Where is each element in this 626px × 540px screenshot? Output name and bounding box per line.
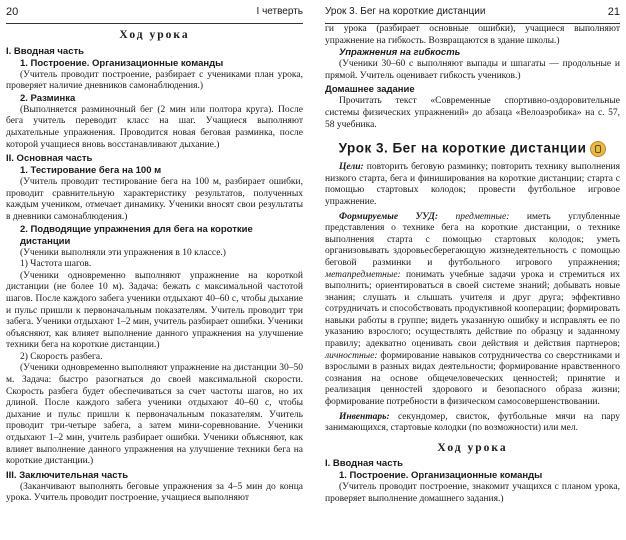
step-heading: 2. Разминка (20, 92, 76, 104)
lesson-title-text: Урок 3. Бег на короткие дистанции (338, 140, 587, 156)
paragraph: (Ученики 30–60 с выполняют выпады и шпагаты — продольные и прямой. Учитель оценивает гибкость учеников.) (325, 59, 620, 81)
part-heading: II. Основная часть (6, 153, 93, 165)
paragraph: (Ученики одновременно выполняют упражнение на дистанции 30–50 м. Задача: быстро разогнаться до своей максимальной скорости. Скорость разбега будет обеспечиваться за счет частоты шагов, но их длиной. После каждого забега ученики отдыхают 40–60 с, чтобы дыхание и пульс пришли к первоначальным показателям. Учитель проводит три-четыре забега, а затем мини-соревнование. Ученики отдыхают 1–2 мин, учитель разбирает ошибки. Ученики объясняют, как влияет выполнение данного упражнения на улучшение техники бега на короткие дистанции.) (6, 363, 303, 467)
inventory-paragraph (325, 412, 620, 435)
goals-label: Цели: (339, 162, 364, 173)
uud-personal-text: формирование навыков сотрудничества со сверстниками и взрослыми в разных видах деятельности; формирование нравственного сознания на основе общечеловеческих ценностей; принятие и реализация ценностей здорового и безопасного образа жизни; формирование потребности в физическом самосовершенствовании. (325, 350, 621, 408)
part-heading: III. Заключительная часть (6, 469, 129, 481)
lesson-body (325, 458, 620, 505)
page-number: 21 (607, 5, 620, 18)
step-heading: 2. Подводящие упражнения для бега на короткие дистанции (20, 223, 253, 247)
uud-subject-text: иметь углубленные представления о технике бега на короткие дистанции, о технике выполнения старта с помощью стартовых колодок; уметь организовывать здоровьесберегающую жизнедеятельность с помощью беговой разминки и футбольного игрового упражнения; (325, 211, 621, 268)
paragraph: (Выполняется разминочный бег (2 мин или полтора круга). После бега учитель переводит класс на шаг. Учащиеся выполняют дыхательные упражнения. Проводится новая беговая разминка, после которой учащиеся вновь восстанавливают дыхание.) (6, 104, 303, 150)
right-page (313, 0, 626, 540)
paragraph: Прочитать текст «Современные спортивно-оздоровительные системы физических упражнений» до абзаца «Велоаэробика» на с. 57, 58 учебника. (325, 96, 620, 130)
lesson-ending (325, 24, 620, 131)
uud-personal-label: личностные: (325, 350, 378, 361)
uud-paragraph (325, 212, 620, 409)
section-heading: Ход урока (119, 29, 190, 41)
step-heading: 1. Построение. Организационные команды (339, 470, 543, 482)
part-heading: Домашнее задание (325, 84, 415, 96)
lesson-title (325, 141, 620, 157)
step-heading: 1. Построение. Организационные команды (20, 57, 224, 69)
running-head: I четверть (256, 6, 303, 17)
list-item: 1) Частота шагов. (20, 259, 92, 270)
paragraph: ги урока (разбирает основные ошибки), учащиеся выполняют упражнение на гибкость. Возвращаются в здание школы.) (325, 24, 620, 46)
part-heading: I. Вводная часть (6, 45, 84, 57)
page-content (6, 30, 303, 505)
running-head: Урок 3. Бег на короткие дистанции (325, 6, 486, 17)
paragraph: (Заканчивают выполнять беговые упражнения за 4–5 мин до конца урока. Учитель проводит построение, учащиеся выполняют (6, 481, 303, 504)
exercise-heading: Упражнения на гибкость (339, 47, 461, 59)
medal-icon (590, 141, 606, 157)
uud-label: Формируемые УУД: (339, 211, 439, 222)
page-content (325, 24, 620, 506)
uud-subject-label: предметные: (455, 211, 510, 222)
page-number: 20 (6, 5, 19, 18)
paragraph: (Ученики одновременно выполняют упражнение на короткой дистанции (не более 10 м). Задача: бежать с максимальной частотой шагов. После каждого забега ученики отдыхают 40–60 с, чтобы дыхание и пульс пришли к первоначальным показателям. Учитель проводит три забега. Ученики отдыхают 1–2 мин, учитель разбирает ошибки. Ученики объясняют, как влияет выполнение данного упражнения на улучшение техники бега на короткие дистанции.) (6, 270, 303, 351)
page-header (325, 0, 620, 24)
paragraph: (Учитель проводит построение, разбирает с учениками план урока, проверяет наличие дневников самонаблюдения.) (6, 69, 303, 92)
lesson-body (6, 46, 303, 505)
goals-text: повторить беговую разминку; повторить технику выполнения низкого старта, бега и финиширования на короткие дистанции; старта с помощью стартовых колодок; провести футбольное игровое упражнение. (325, 162, 620, 207)
paragraph: (Учитель проводит построение, знакомит учащихся с планом урока, проверяет выполнение домашнего задания.) (325, 482, 620, 504)
page-header (6, 0, 303, 24)
uud-meta-label: метапредметные: (325, 269, 401, 280)
step-heading: 1. Тестирование бега на 100 м (20, 165, 162, 177)
inventory-label: Инвентарь: (339, 411, 390, 422)
section-heading: Ход урока (437, 441, 508, 454)
inventory-text: секундомер, свисток, футбольные мячи на пару занимающихся, стартовые колодки (по возможности) или мел. (325, 411, 620, 434)
paragraph: (Ученики выполняли эти упражнения в 10 классе.) (20, 247, 226, 258)
paragraph: (Учитель проводит тестирование бега на 100 м, разбирает ошибки, проводит сравнительную характеристику результатов, полученных каждым учеником, отмечает динамику. Ученики вносят свои результаты в дневники самонаблюдения.) (6, 177, 303, 222)
part-heading: I. Вводная часть (325, 458, 403, 470)
list-item: 2) Скорость разбега. (20, 351, 103, 362)
goals-paragraph (325, 162, 620, 208)
uud-meta-text: понимать учебные задачи урока и стремиться их выполнить; ориентироваться в своей системе знаний; добывать новые знания; слушать и слышать учителя и друг друга; эффективно сотрудничать и способствовать продуктивной кооперации; формировать навыки работы в группе; видеть указанную ошибку и исправлять ее по указанию взрослого; осуществлять действие по образцу и заданному правилу; адекватно оценивать свои действия и действия партнеров; (325, 269, 620, 350)
